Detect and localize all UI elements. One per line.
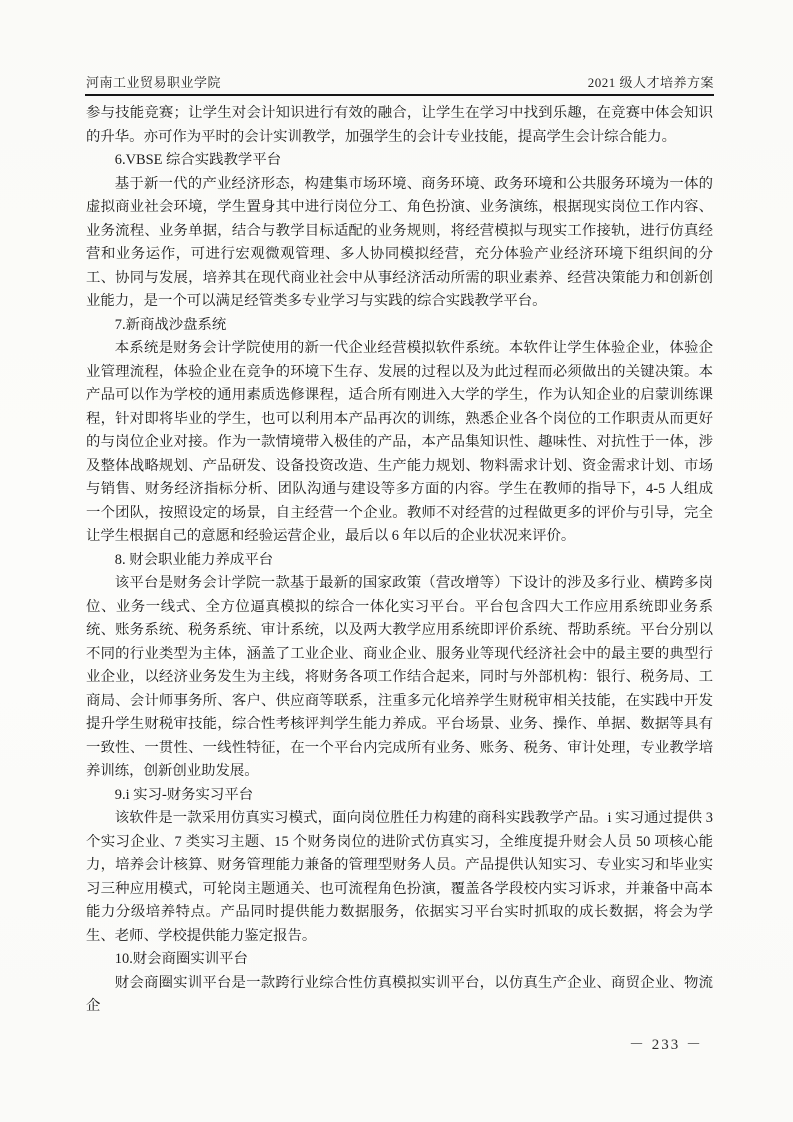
page-footer (86, 1033, 713, 1054)
section-heading: 6.VBSE 综合实践教学平台 (114, 152, 282, 168)
paragraph: 该平台是财务会计学院一款基于最新的国家政策（营改增等）下设计的涉及多行业、横跨多岗位、业务一线式、全方位逼真模拟的综合一体化实习平台。平台包含四大工作应用系统即业务系统、账务系统、税务系统、审计系统，以及两大教学应用系统即评价系统、帮助系统。平台分别以不同的行业类型为主体，涵盖了工业企业、商业企业、服务业等现代经济社会中的最主要的典型行业企业，以经济业务发生为主线，将财务各项工作结合起来，同时与外部机构：银行、税务局、工商局、会计师事务所、客户、供应商等联系，注重多元化培养学生财税审相关技能，在实践中开发提升学生财税审技能，综合性考核评判学生能力养成。平台场景、业务、操作、单据、数据等具有一致性、一贯性、一线性特征，在一个平台内完成所有业务、账务、税务、审计处理，专业教学培养训练，创新创业助发展。 (86, 575, 713, 779)
section-heading: 10.财会商圈实训平台 (114, 951, 248, 967)
section-heading: 9.i 实习-财务实习平台 (114, 786, 254, 803)
section-heading: 8. 财会职业能力养成平台 (114, 551, 274, 568)
page-header (86, 72, 714, 91)
paragraph: 该软件是一款采用仿真实习模式，面向岗位胜任力构建的商科实践教学产品。i 实习通过提供 3 个实习企业、7 类实习主题、15 个财务岗位的进阶式仿真实习，全维度提升财会人员 50 项核心能力，培养会计核算、财务管理能力兼备的管理型财务人员。产品提供认知实习、专业实习和毕业实习三种应用模式，可轮岗主题通关、也可流程角色扮演，覆盖各学段校内实习诉求，并兼备中高本能力分级培养特点。产品同时提供能力数据服务，依据实习平台实时抓取的成长数据，将会为学生、老师、学校提供能力鉴定报告。 (86, 810, 713, 944)
paragraph: 基于新一代的产业经济形态，构建集市场环境、商务环境、政务环境和公共服务环境为一体的虚拟商业社会环境，学生置身其中进行岗位分工、角色扮演、业务演练，根据现实岗位工作内容、业务流程、业务单据，结合与教学目标适配的业务规则，将经营模拟与现实工作接轨，进行仿真经营和业务运作，可进行宏观微观管理、多人协同模拟经营，充分体验产业经济环境下组织间的分工、协同与发展，培养其在现代商业社会中从事经济活动所需的职业素养、经营决策能力和创新创业能力，是一个可以满足经管类多专业学习与实践的综合实践教学平台。 (86, 175, 713, 309)
paragraph: 财会商圈实训平台是一款跨行业综合性仿真模拟实训平台，以仿真生产企业、商贸企业、物流企 (86, 974, 713, 1014)
paragraph: 参与技能竞赛；让学生对会计知识进行有效的融合，让学生在学习中找到乐趣，在竞赛中体会知识的升华。亦可作为平时的会计实训教学，加强学生的会计专业技能，提高学生会计综合能力。 (86, 105, 713, 145)
page-number: － 233 － (628, 1037, 703, 1053)
header-document-title: 2021 级人才培养方案 (587, 75, 714, 90)
section-heading: 7.新商战沙盘系统 (114, 316, 227, 333)
document-body (86, 102, 713, 1019)
header-divider (85, 94, 714, 96)
header-school-name: 河南工业贸易职业学院 (86, 75, 222, 90)
paragraph: 本系统是财务会计学院使用的新一代企业经营模拟软件系统。本软件让学生体验企业，体验企业管理流程，体验企业在竞争的环境下生存、发展的过程以及为此过程而必须做出的关键决策。本产品可以作为学校的通用素质选修课程，适合所有刚进入大学的学生，作为认知企业的启蒙训练课程，针对即将毕业的学生，也可以利用本产品再次的训练，熟悉企业各个岗位的工作职责从而更好的与岗位企业对接。作为一款情境带入极佳的产品，本产品集知识性、趣味性、对抗性于一体，涉及整体战略规划、产品研发、设备投资改造、生产能力规划、物料需求计划、资金需求计划、市场与销售、财务经济指标分析、团队沟通与建设等多方面的内容。学生在教师的指导下，4-5 人组成一个团队，按照设定的场景，自主经营一个企业。教师不对经营的过程做更多的评价与引导，完全让学生根据自己的意愿和经验运营企业，最后以 6 年以后的企业状况来评价。 (86, 340, 713, 544)
